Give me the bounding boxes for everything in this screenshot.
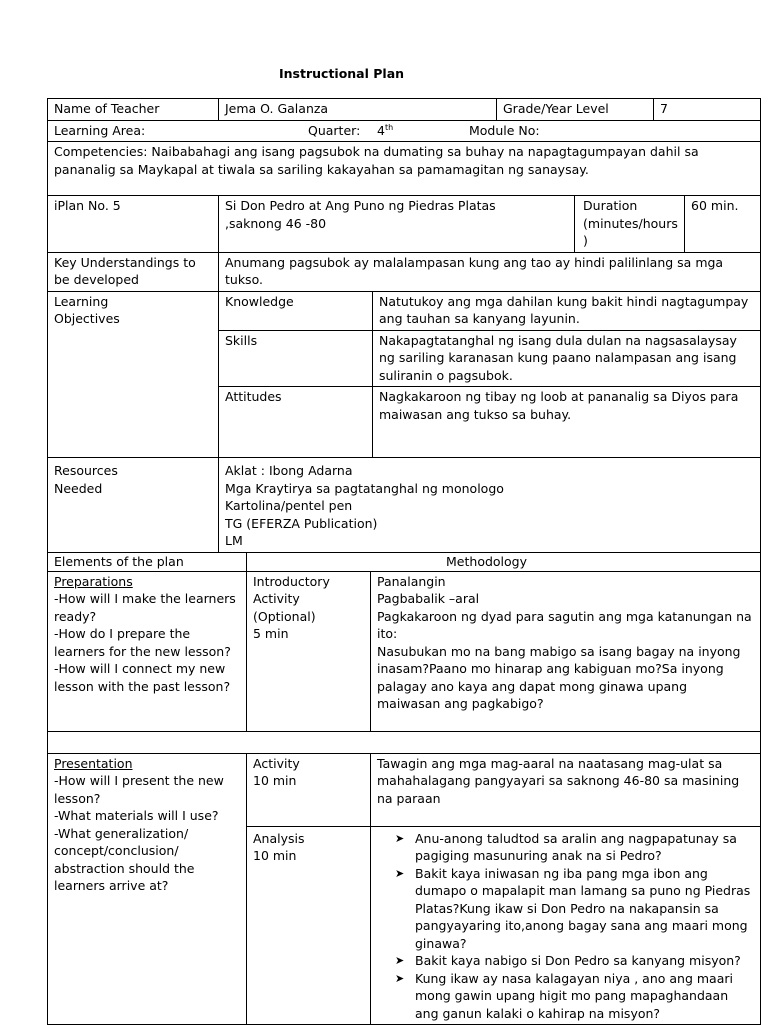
skills-value: Nakapagtatanghal ng isang dula dulan na nagsasalaysay ng sariling karanasan kung paano nalampasan ang isang suliranin o pagsubok. (373, 330, 761, 387)
learning-area-row (48, 120, 761, 142)
presentation-question: -How will I present the new lesson? (54, 772, 240, 807)
methodology-label: Methodology (247, 552, 761, 571)
resource-item: TG (EFERZA Publication) (225, 515, 754, 533)
prep-content-line: Nasubukan mo na bang mabigo sa isang bagay na inyong inasam?Paano mo hinarap ang kabiguan mo?Sa inyong palagay ano kaya ang dapat mong ginawa upang maiwasan ang pagkabigo? (377, 643, 754, 713)
preparations-cell (48, 571, 247, 731)
duration-value: 60 min. (685, 196, 761, 253)
header-table (47, 98, 761, 196)
intro-activity-line: Activity (253, 590, 364, 608)
learning-area-label: Learning Area: (54, 123, 145, 138)
analysis-question: Anu-anong taludtod sa aralin ang nagpapatunay sa pagiging masunuring anak na si Pedro? (415, 831, 737, 864)
introductory-activity-cell (247, 571, 371, 731)
iplan-label: iPlan No. 5 (48, 196, 219, 253)
activity-label: Activity (253, 755, 364, 773)
grade-value: 7 (654, 99, 761, 121)
intro-activity-line: Introductory (253, 573, 364, 591)
prep-content-line: Pagbabalik –aral (377, 590, 754, 608)
resource-item: Aklat : Ibong Adarna (225, 462, 754, 480)
instructional-plan-table (47, 98, 760, 1025)
analysis-question: Kung ikaw ay nasa kalagayan niya , ano ang maari mong gawin upang higit mo pang mapaghandaan ang ganun kalaki o kahirap na misyon? (415, 971, 733, 1021)
list-item (393, 830, 754, 865)
list-item (393, 970, 754, 1023)
objectives-label-line-1: Learning (54, 293, 212, 311)
elements-label: Elements of the plan (48, 552, 247, 571)
presentation-heading: Presentation (54, 755, 240, 773)
resources-label-line-2: Needed (54, 480, 212, 498)
resource-item: LM (225, 532, 754, 550)
resources-label-line-1: Resources (54, 462, 212, 480)
analysis-time: 10 min (253, 847, 364, 865)
key-understandings-label: Key Understandings to be developed (48, 252, 219, 291)
attitudes-value: Nagkakaroon ng tibay ng loob at pananalig sa Diyos para maiwasan ang tukso sa buhay. (373, 387, 761, 458)
arrow-bullet-icon: ➤ (395, 830, 404, 848)
skills-label: Skills (219, 330, 373, 387)
spacer-row (48, 731, 761, 753)
resources-list (219, 458, 761, 553)
teacher-label: Name of Teacher (48, 99, 219, 121)
presentation-question: -What generalization/ concept/conclusion/ abstraction should the learners arrive at? (54, 825, 240, 895)
quarter-label: Quarter: (308, 122, 360, 140)
preparations-heading: Preparations (54, 573, 240, 591)
duration-label: Duration (minutes/hours) (575, 196, 685, 253)
learning-objectives-label (48, 291, 219, 458)
quarter-suffix: th (385, 122, 393, 131)
presentation-cell (48, 753, 247, 1025)
analysis-question-list (393, 830, 754, 1023)
arrow-bullet-icon: ➤ (395, 865, 404, 883)
preparations-question: -How do I prepare the learners for the new lesson? (54, 625, 240, 660)
activity-cell (247, 753, 371, 826)
intro-activity-time: 5 min (253, 625, 364, 643)
list-item (393, 865, 754, 953)
intro-activity-line: (Optional) (253, 608, 364, 626)
methodology-table (47, 552, 761, 1025)
quarter-number: 4 (377, 123, 385, 138)
knowledge-value: Natutukoy ang mga dahilan kung bakit hindi nagtagumpay ang tauhan sa kanyang layunin. (373, 291, 761, 330)
resource-item: Kartolina/pentel pen (225, 497, 754, 515)
list-item (393, 952, 754, 970)
key-understandings-value: Anumang pagsubok ay malalampasan kung ang tao ay hindi palilinlang sa mga tukso. (219, 252, 761, 291)
prep-content-line: Pagkakaroon ng dyad para sagutin ang mga katanungan na ito: (377, 608, 754, 643)
resource-item: Mga Kraytirya sa pagtatanghal ng monologo (225, 480, 754, 498)
prep-content-line: Panalangin (377, 573, 754, 591)
presentation-question: -What materials will I use? (54, 807, 240, 825)
arrow-bullet-icon: ➤ (395, 952, 404, 970)
grade-label: Grade/Year Level (497, 99, 654, 121)
quarter-value (377, 122, 393, 140)
preparations-question: -How will I make the learners ready? (54, 590, 240, 625)
preparations-question: -How will I connect my new lesson with the past lesson? (54, 660, 240, 695)
resources-label (48, 458, 219, 553)
objectives-label-line-2: Objectives (54, 310, 212, 328)
analysis-question: Bakit kaya iniwasan ng iba pang mga ibon ang dumapo o mapalapit man lamang sa puno ng Piedras Platas?Kung ikaw si Don Pedro na nakapansin sa pangyayaring ito,anong bagay sana ang maari mong ginawa? (415, 866, 750, 951)
analysis-content (371, 826, 761, 1025)
attitudes-label: Attitudes (219, 387, 373, 458)
analysis-question: Bakit kaya nabigo si Don Pedro sa kanyang misyon? (415, 953, 741, 968)
plan-details-table (47, 195, 761, 553)
teacher-value: Jema O. Galanza (219, 99, 497, 121)
lesson-title: Si Don Pedro at Ang Puno ng Piedras Platas ,saknong 46 -80 (219, 196, 575, 253)
competencies: Competencies: Naibabahagi ang isang pagsubok na dumating sa buhay na napagtagumpayan dahil sa pananalig sa Maykapal at tiwala sa sariling kakayahan sa pamamagitan ng sanaysay. (48, 142, 761, 196)
activity-value: Tawagin ang mga mag-aaral na naatasang mag-ulat sa mahahalagang pangyayari sa saknong 46-80 sa masining na paraan (371, 753, 761, 826)
activity-time: 10 min (253, 772, 364, 790)
knowledge-label: Knowledge (219, 291, 373, 330)
analysis-label: Analysis (253, 830, 364, 848)
preparations-content (371, 571, 761, 731)
analysis-cell (247, 826, 371, 1025)
module-label: Module No: (469, 122, 540, 140)
arrow-bullet-icon: ➤ (395, 970, 404, 988)
page-title: Instructional Plan (279, 66, 404, 81)
